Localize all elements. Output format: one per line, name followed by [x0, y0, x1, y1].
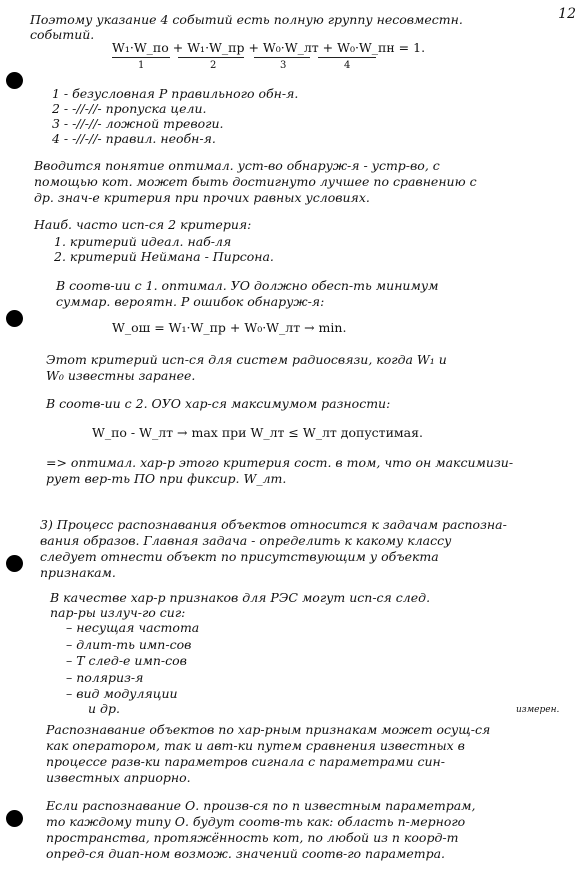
- optimal-definition-line: Вводится понятие оптимал. уст-во обнаруж-я - устр-во, с: [34, 158, 440, 173]
- criterion1-text: суммар. вероятн. Р ошибок обнаруж-я:: [56, 294, 325, 309]
- intro-line-2: событий.: [30, 27, 95, 42]
- equation-label: 4: [344, 60, 351, 71]
- equation-label: 2: [210, 60, 217, 71]
- criterion1-text: В соотв-ии с 1. оптимал. УО должно обесп-ть минимум: [56, 278, 439, 293]
- feature-label: вид модуляции: [76, 686, 178, 701]
- section3-line: вания образов. Главная задача - определить к какому классу: [40, 533, 452, 548]
- feature-label: Т след-е имп-сов: [76, 653, 187, 668]
- section3-line: следует отнести объект по присутствующим у объекта: [40, 549, 439, 564]
- criteria-intro: Наиб. часто исп-ся 2 критерия:: [34, 217, 252, 232]
- equation-full-group: W₁·W_по + W₁·W_пр + W₀·W_лт + W₀·W_пн = 1.: [112, 40, 426, 55]
- recognition-line: известных априорно.: [46, 770, 191, 785]
- case-item: 1 - безусловная Р правильного обн-я.: [52, 86, 299, 101]
- feature-item: [88, 701, 120, 716]
- equation-brace: [254, 57, 310, 58]
- equation-brace: [318, 57, 376, 58]
- last-paragraph-line: то каждому типу О. будут соотв-ть как: область n-мерного: [46, 814, 466, 829]
- feature-label: длит-ть имп-сов: [76, 637, 192, 652]
- criteria-item: 1. критерий идеал. наб-ля: [54, 234, 232, 249]
- feature-label: и др.: [88, 701, 120, 716]
- binder-hole: [6, 555, 23, 572]
- side-note: измерен.: [516, 705, 560, 715]
- case-item: 4 - -//-//- правил. необн-я.: [52, 131, 216, 146]
- conclusion-line: => оптимал. хар-р этого критерия сост. в том, что он максимизи-: [46, 455, 514, 470]
- optimal-definition-line: помощью кот. может быть достигнуто лучшее по сравнению с: [34, 174, 477, 189]
- criterion1-note: W₀ известны заранее.: [46, 368, 196, 383]
- equation-error-probability: W_ош = W₁·W_пр + W₀·W_лт → min.: [112, 320, 347, 335]
- case-item: 3 - -//-//- ложной тревоги.: [52, 116, 224, 131]
- equation-neyman-pearson: W_по - W_лт → max при W_лт ≤ W_лт допустимая.: [92, 425, 423, 440]
- case-item: 2 - -//-//- пропуска цели.: [52, 101, 207, 116]
- equation-brace: [178, 57, 244, 58]
- optimal-definition-line: др. знач-е критерия при прочих равных условиях.: [34, 190, 370, 205]
- binder-hole: [6, 310, 23, 327]
- intro-line-1: Поэтому указание 4 событий есть полную группу несовместн.: [30, 12, 463, 27]
- binder-hole: [6, 810, 23, 827]
- equation-label: 3: [280, 60, 287, 71]
- page-number: 12: [558, 6, 576, 22]
- equation-label: 1: [138, 60, 145, 71]
- last-paragraph-line: пространства, протяжённость кот, по любой из n коорд-т: [46, 830, 459, 845]
- feature-item: – вид модуляции: [66, 686, 178, 701]
- binder-hole: [6, 72, 23, 89]
- feature-label: поляриз-я: [76, 670, 144, 685]
- conclusion-line: рует вер-ть ПО при фиксир. W_лт.: [46, 471, 287, 486]
- equation-brace: [112, 57, 170, 58]
- recognition-line: процессе разв-ки параметров сигнала с параметрами син-: [46, 754, 446, 769]
- feature-item: – поляриз-я: [66, 670, 144, 685]
- criteria-item: 2. критерий Неймана - Пирсона.: [54, 249, 274, 264]
- feature-label: несущая частота: [76, 620, 200, 635]
- last-paragraph-line: Если распознавание О. произв-ся по n известным параметрам,: [46, 798, 476, 813]
- section3-line: 3) Процесс распознавания объектов относится к задачам распозна-: [40, 517, 507, 532]
- feature-item: – Т след-е имп-сов: [66, 653, 187, 668]
- criterion1-note: Этот критерий исп-ся для систем радиосвязи, когда W₁ и: [46, 352, 447, 367]
- criterion2-text: В соотв-ии с 2. ОУО хар-ся максимумом разности:: [46, 396, 391, 411]
- feature-item: – несущая частота: [66, 620, 200, 635]
- features-intro: В качестве хар-р признаков для РЭС могут исп-ся след.: [50, 590, 431, 605]
- feature-item: – длит-ть имп-сов: [66, 637, 192, 652]
- recognition-line: как оператором, так и авт-ки путем сравнения известных в: [46, 738, 465, 753]
- section3-line: признакам.: [40, 565, 116, 580]
- last-paragraph-line: опред-ся диап-ном возмож. значений соотв-го параметра.: [46, 846, 446, 861]
- recognition-line: Распознавание объектов по хар-рным признакам может осущ-ся: [46, 722, 491, 737]
- features-intro: пар-ры излуч-го сиг:: [50, 605, 186, 620]
